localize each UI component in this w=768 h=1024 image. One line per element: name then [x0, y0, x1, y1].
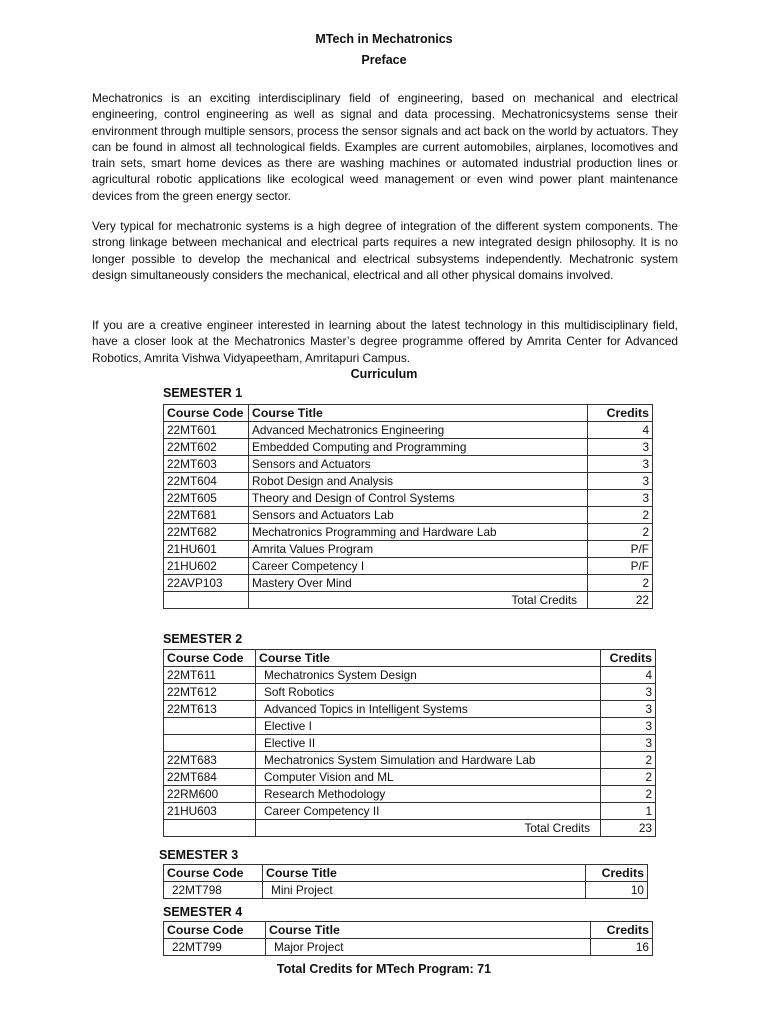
course-title: Amrita Values Program	[249, 541, 588, 558]
curriculum-heading: Curriculum	[350, 367, 418, 381]
course-code: 22RM600	[164, 786, 256, 803]
preface-heading: Preface	[361, 53, 407, 67]
course-title: Career Competency II	[256, 803, 601, 820]
empty-cell	[164, 820, 256, 837]
course-code: 22MT602	[164, 439, 249, 456]
table-row	[164, 507, 653, 524]
table-row	[164, 939, 653, 956]
course-code: 22MT684	[164, 769, 256, 786]
semester-4-heading: SEMESTER 4	[163, 905, 243, 919]
course-credits: P/F	[588, 541, 653, 558]
course-credits: 3	[588, 439, 653, 456]
course-title: Major Project	[266, 939, 591, 956]
course-code	[164, 718, 256, 735]
course-credits: P/F	[588, 558, 653, 575]
course-title: Elective I	[256, 718, 601, 735]
course-code: 22MT682	[164, 524, 249, 541]
table-row	[164, 456, 653, 473]
course-credits: 3	[588, 490, 653, 507]
course-title: Sensors and Actuators	[249, 456, 588, 473]
course-title: Embedded Computing and Programming	[249, 439, 588, 456]
course-code: 22MT798	[164, 882, 263, 899]
course-code: 21HU602	[164, 558, 249, 575]
course-title: Sensors and Actuators Lab	[249, 507, 588, 524]
code-header: Course Code	[164, 865, 263, 882]
course-credits: 3	[601, 718, 656, 735]
credits-header: Credits	[601, 650, 656, 667]
table-row	[164, 541, 653, 558]
credits-header: Credits	[591, 922, 653, 939]
total-value: 23	[601, 820, 656, 837]
course-credits: 2	[601, 769, 656, 786]
table-row	[164, 439, 653, 456]
course-credits: 3	[588, 473, 653, 490]
course-code: 22MT611	[164, 667, 256, 684]
course-code: 22MT604	[164, 473, 249, 490]
course-credits: 3	[601, 684, 656, 701]
semester-3-heading: SEMESTER 3	[159, 848, 239, 862]
document-title: MTech in Mechatronics	[315, 32, 453, 46]
title-header: Course Title	[263, 865, 586, 882]
table-row	[164, 667, 656, 684]
course-credits: 2	[588, 575, 653, 592]
course-title: Theory and Design of Control Systems	[249, 490, 588, 507]
title-header: Course Title	[249, 405, 588, 422]
empty-cell	[164, 592, 249, 609]
course-title: Research Methodology	[256, 786, 601, 803]
course-title: Soft Robotics	[256, 684, 601, 701]
course-title: Mastery Over Mind	[249, 575, 588, 592]
table-row	[164, 701, 656, 718]
course-code: 22MT601	[164, 422, 249, 439]
total-label: Total Credits	[249, 592, 588, 609]
table-row	[164, 524, 653, 541]
course-code: 22AVP103	[164, 575, 249, 592]
table-row	[164, 490, 653, 507]
course-credits: 16	[591, 939, 653, 956]
course-code: 21HU601	[164, 541, 249, 558]
table-row	[164, 558, 653, 575]
table-row	[164, 769, 656, 786]
course-credits: 4	[601, 667, 656, 684]
table-row	[164, 422, 653, 439]
course-code: 22MT605	[164, 490, 249, 507]
table-row	[164, 684, 656, 701]
course-credits: 3	[588, 456, 653, 473]
course-code: 22MT612	[164, 684, 256, 701]
course-title: Mechatronics System Simulation and Hardware Lab	[256, 752, 601, 769]
semester-3-table	[163, 864, 648, 899]
table-row	[164, 473, 653, 490]
course-title: Career Competency I	[249, 558, 588, 575]
title-header: Course Title	[256, 650, 601, 667]
course-credits: 1	[601, 803, 656, 820]
course-credits: 2	[588, 524, 653, 541]
code-header: Course Code	[164, 405, 249, 422]
course-code: 22MT613	[164, 701, 256, 718]
course-code: 21HU603	[164, 803, 256, 820]
course-title: Advanced Topics in Intelligent Systems	[256, 701, 601, 718]
table-row	[164, 752, 656, 769]
course-credits: 3	[601, 701, 656, 718]
course-code: 22MT683	[164, 752, 256, 769]
total-row	[164, 592, 653, 609]
semester-1-heading: SEMESTER 1	[163, 386, 243, 400]
course-code	[164, 735, 256, 752]
total-label: Total Credits	[256, 820, 601, 837]
table-row	[164, 882, 648, 899]
code-header: Course Code	[164, 922, 266, 939]
table-header-row	[164, 922, 653, 939]
program-total-credits: Total Credits for MTech Program: 71	[276, 962, 492, 976]
course-title: Computer Vision and ML	[256, 769, 601, 786]
paragraph-1: Mechatronics is an exciting interdisciplinary field of engineering, based on mechanical and electrical engineering, control engineering as well as signal and data processing. Mechatronicsystems sense their environment through multiple sensors, process the sensor signals and act back on the world by actuators. They can be found in almost all technological fields. Examples are current automobiles, airplanes, locomotives and train sets, smart home devices as there are washing machines or automated industrial production lines or agricultural robotic applications like ecological weed management or even wind power plant maintenance devices from the green energy sector.	[92, 91, 678, 203]
semester-2-heading: SEMESTER 2	[163, 632, 243, 646]
course-credits: 3	[601, 735, 656, 752]
course-code: 22MT603	[164, 456, 249, 473]
course-title: Mechatronics Programming and Hardware Lab	[249, 524, 588, 541]
semester-2-table	[163, 649, 656, 837]
total-value: 22	[588, 592, 653, 609]
credits-header: Credits	[588, 405, 653, 422]
code-header: Course Code	[164, 650, 256, 667]
credits-header: Credits	[586, 865, 648, 882]
course-title: Advanced Mechatronics Engineering	[249, 422, 588, 439]
course-credits: 2	[588, 507, 653, 524]
table-row	[164, 803, 656, 820]
paragraph-2: Very typical for mechatronic systems is a high degree of integration of the different system components. The strong linkage between mechanical and electrical parts requires a new integrated design philosophy. It is no longer possible to develop the mechanical and electrical subsystems independently. Mechatronic system design simultaneously considers the mechanical, electrical and all other physical domains involved.	[92, 219, 678, 282]
total-row	[164, 820, 656, 837]
course-credits: 2	[601, 786, 656, 803]
table-row	[164, 718, 656, 735]
course-credits: 10	[586, 882, 648, 899]
paragraph-3: If you are a creative engineer interested in learning about the latest technology in this multidisciplinary field, have a closer look at the Mechatronics Master’s degree programme offered by Amrita Center for Advanced Robotics, Amrita Vishwa Vidyapeetham, Amritapuri Campus.	[92, 318, 678, 365]
course-credits: 2	[601, 752, 656, 769]
semester-1-table	[163, 404, 653, 609]
table-header-row	[164, 865, 648, 882]
course-title: Mechatronics System Design	[256, 667, 601, 684]
semester-4-table	[163, 921, 653, 956]
course-title: Robot Design and Analysis	[249, 473, 588, 490]
title-header: Course Title	[266, 922, 591, 939]
table-row	[164, 575, 653, 592]
table-header-row	[164, 405, 653, 422]
course-title: Mini Project	[263, 882, 586, 899]
course-code: 22MT799	[164, 939, 266, 956]
course-credits: 4	[588, 422, 653, 439]
table-header-row	[164, 650, 656, 667]
course-title: Elective II	[256, 735, 601, 752]
table-row	[164, 735, 656, 752]
course-code: 22MT681	[164, 507, 249, 524]
table-row	[164, 786, 656, 803]
